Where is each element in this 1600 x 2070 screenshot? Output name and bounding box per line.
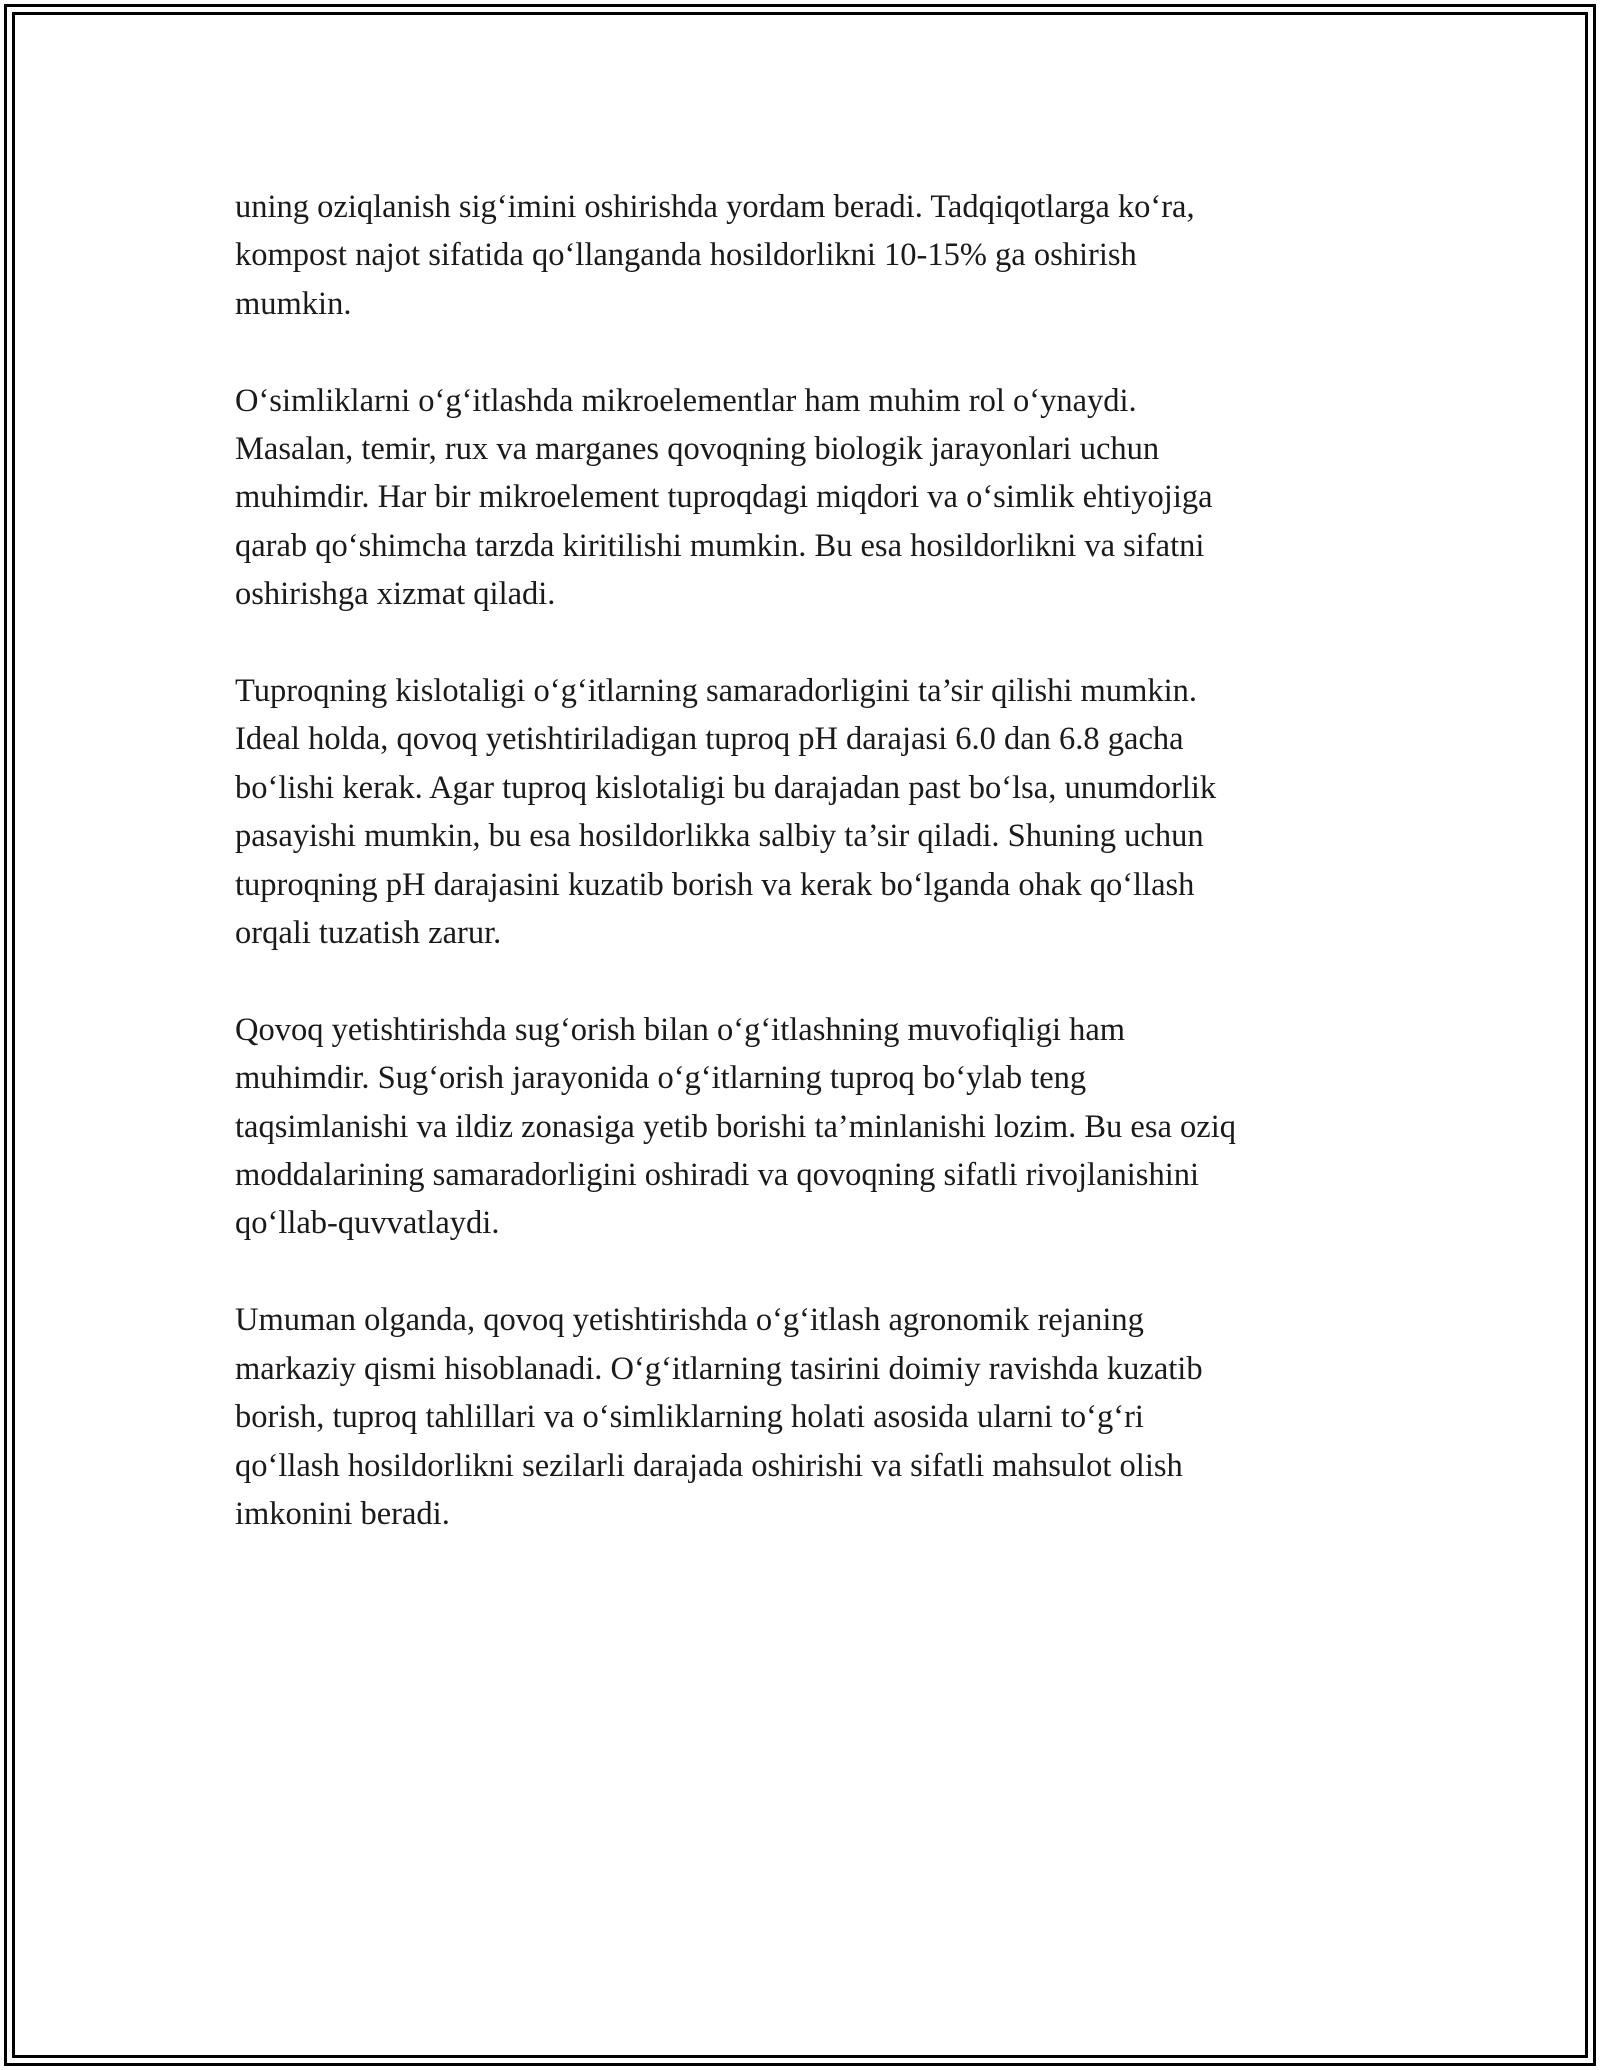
paragraph bbox=[235, 1296, 1380, 1538]
text-line: boʻlishi kerak. Agar tuproq kislotaligi bu darajadan past boʻlsa, unumdorlik bbox=[235, 769, 1217, 806]
text-line: Qovoq yetishtirishda sugʻorish bilan oʻgʻitlashning muvofiqligi ham bbox=[235, 1011, 1126, 1048]
text-line: Ideal holda, qovoq yetishtiriladigan tuproq pH darajasi 6.0 dan 6.8 gacha bbox=[235, 721, 1184, 758]
text-line: taqsimlanishi va ildiz zonasiga yetib borishi ta’minlanishi lozim. Bu esa oziq bbox=[235, 1108, 1236, 1145]
text-line: kompost najot sifatida qoʻllanganda hosildorlikni 10-15% ga oshirish bbox=[235, 237, 1137, 274]
text-line: moddalarining samaradorligini oshiradi va qovoqning sifatli rivojlanishini bbox=[235, 1157, 1200, 1194]
paragraph bbox=[235, 377, 1380, 619]
text-line: Masalan, temir, rux va marganes qovoqning biologik jarayonlari uchun bbox=[235, 431, 1160, 468]
text-line: uning oziqlanish sigʻimini oshirishda yordam beradi. Tadqiqotlarga koʻra, bbox=[235, 189, 1195, 225]
paragraph bbox=[235, 1006, 1380, 1248]
text-line: muhimdir. Har bir mikroelement tuproqdagi miqdori va oʻsimlik ehtiyojiga bbox=[235, 479, 1213, 516]
document-body bbox=[235, 183, 1380, 1587]
text-line: muhimdir. Sugʻorish jarayonida oʻgʻitlarning tuproq boʻylab teng bbox=[235, 1060, 1087, 1097]
text-line: pasayishi mumkin, bu esa hosildorlikka salbiy ta’sir qiladi. Shuning uchun bbox=[235, 818, 1204, 855]
text-line: borish, tuproq tahlillari va oʻsimliklarning holati asosida ularni toʻgʻri bbox=[235, 1399, 1144, 1436]
text-line: tuproqning pH darajasini kuzatib borish va kerak boʻlganda ohak qoʻllash bbox=[235, 866, 1195, 903]
text-line: orqali tuzatish zarur. bbox=[235, 915, 502, 952]
paragraph bbox=[235, 183, 1380, 328]
text-line: imkonini beradi. bbox=[235, 1495, 450, 1532]
text-line: Oʻsimliklarni oʻgʻitlashda mikroelementlar ham muhim rol oʻynaydi. bbox=[235, 382, 1137, 419]
text-line: qarab qoʻshimcha tarzda kiritilishi mumkin. Bu esa hosildorlikni va sifatni bbox=[235, 527, 1205, 564]
paragraph bbox=[235, 667, 1380, 957]
text-line: markaziy qismi hisoblanadi. Oʻgʻitlarning tasirini doimiy ravishda kuzatib bbox=[235, 1350, 1203, 1387]
text-line: Umuman olganda, qovoq yetishtirishda oʻgʻitlash agronomik rejaning bbox=[235, 1302, 1144, 1339]
text-line: qoʻllash hosildorlikni sezilarli darajada oshirishi va sifatli mahsulot olish bbox=[235, 1447, 1183, 1484]
text-line: qoʻllab-quvvatlaydi. bbox=[235, 1205, 500, 1242]
text-line: oshirishga xizmat qiladi. bbox=[235, 576, 556, 613]
text-line: mumkin. bbox=[235, 285, 352, 322]
text-line: Tuproqning kislotaligi oʻgʻitlarning samaradorligini ta’sir qilishi mumkin. bbox=[235, 673, 1198, 710]
